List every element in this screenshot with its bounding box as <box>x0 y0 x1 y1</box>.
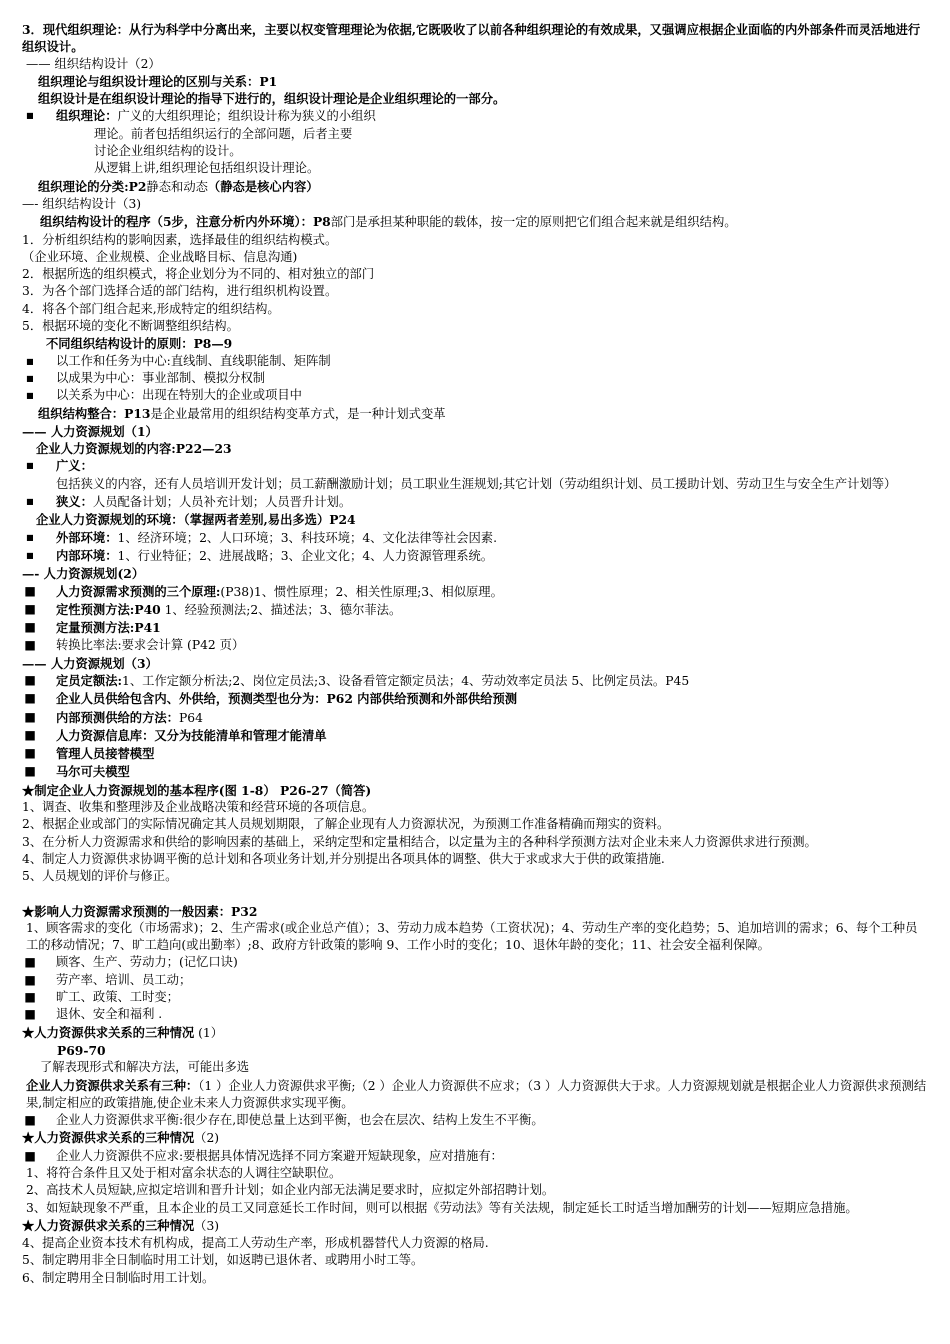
blank-line <box>22 886 928 903</box>
list-item: 6、制定聘用全日制临时用工计划。 <box>22 1270 215 1285</box>
bullet-icon: ■ <box>24 620 36 635</box>
bullet-icon: ■ <box>24 764 36 779</box>
section-divider: —— 人力资源规划（3） <box>22 655 158 671</box>
bullet-item: ■ 定员定额法:1、工作定额分析法;2、岗位定员法;3、设备看管定额定员法；4、劳动效率定员法 5、比例定员法。P45 <box>24 672 690 688</box>
bullet-icon: ▪ <box>25 108 35 123</box>
list-item: 1、调查、收集和整理涉及企业战略决策和经营环境的各项信息。 <box>22 800 375 815</box>
bullet-icon: ■ <box>24 601 36 616</box>
heading: 组织理论的分类:P2静态和动态（静态是核心内容） <box>38 178 319 194</box>
bullet-item: ▪ 以关系为中心：出现在特别大的企业或项目中 <box>22 387 928 404</box>
bullet-item: ▪ 组织理论：广义的大组织理论；组织设计称为狭义的小组织 <box>25 108 376 124</box>
star-heading: ★影响人力资源需求预测的一般因素：P32 <box>22 903 258 919</box>
bullet-item: ■ 转换比率法:要求会计算 (P42 页） <box>22 637 928 654</box>
bullet-item: ▪ 广义：包括狭义的内容，还有人员培训开发计划；员工薪酬激励计划；员工职业生涯规划;其它计划（劳动组织计划、员工援助计划、劳动卫生与安全生产计划等） <box>25 458 897 491</box>
bullet-icon: ▪ <box>25 529 35 544</box>
bullet-item: ■ 定性预测方法:P40 1、经验预测法;2、描述法；3、德尔菲法。 <box>24 601 402 617</box>
list-item: 4．将各个部门组合起来,形成特定的组织结构。 <box>22 301 280 316</box>
bullet-item: ■ 人力资源需求预测的三个原理:(P38)1、惯性原理；2、相关性原理;3、相似原理。 <box>24 583 503 599</box>
paragraph: 1、顾客需求的变化（市场需求)；2、生产需求(或企业总产值）；3、劳动力成本趋势（工资状况)；4、劳动生产率的变化趋势；5、追加培训的需求；6、每个工种员工的移动情况；7、旷工趋向(或出勤率）;8、政府方针政策的影响 9、工作小时的变化；10、退休年龄的变化；11、社会安全福利保障。 <box>26 920 918 953</box>
bullet-icon: ■ <box>24 727 36 742</box>
list-item: 5．根据环境的变化不断调整组织结构。 <box>22 319 239 334</box>
bullet-icon: ▪ <box>25 353 35 368</box>
bullet-item: ▪ 内部环境：1、行业特征；2、进展战略；3、企业文化；4、人力资源管理系统。 <box>25 547 494 563</box>
bullet-item: ▪ 以工作和任务为中心:直线制、直线职能制、矩阵制 <box>22 353 928 370</box>
bullet-item: ■ 内部预测供给的方法：P64 <box>24 709 203 725</box>
list-item: （企业环境、企业规模、企业战略目标、信息沟通) <box>22 249 298 264</box>
bullet-item: ■ 旷工、政策、工时变； <box>22 989 928 1006</box>
section-divider: —- 组织结构设计（3) <box>22 196 142 211</box>
list-item: 1．分析组织结构的影响因素，选择最佳的组织结构模式。 <box>22 232 338 247</box>
bullet-item: ■ 顾客、生产、劳动力；(记忆口诀) <box>22 954 928 971</box>
bullet-icon: ■ <box>24 1113 36 1128</box>
list-item: 2．根据所选的组织模式，将企业划分为不同的、相对独立的部门 <box>22 267 375 282</box>
bullet-item: ▪ 以成果为中心：事业部制、模拟分权制 <box>22 370 928 387</box>
list-item: 2、高技术人员短缺,应拟定培训和晋升计划；如企业内部无法满足要求时，应拟定外部招聘计划。 <box>26 1183 555 1198</box>
heading: 企业人力资源规划的内容:P22—23 <box>36 441 232 457</box>
section-divider: —- 人力资源规划(2） <box>22 566 145 582</box>
heading: 企业人力资源规划的环境：（掌握两者差别,易出多选）P24 <box>36 512 356 528</box>
list-item: 4、制定人力资源供求协调平衡的总计划和各项业务计划,并分别提出各项具体的调整、供大于求或求大于供的政策措施. <box>22 851 665 866</box>
star-heading: ★制定企业人力资源规划的基本程序(图 1-8） P26-27（简答) <box>22 782 372 798</box>
page-reference: P69-70 <box>57 1042 106 1058</box>
bullet-icon: ■ <box>24 672 36 687</box>
paragraph: 了解表现形式和解决方法，可能出多选 <box>40 1060 250 1075</box>
heading: 不同组织结构设计的原则：P8—9 <box>46 336 233 352</box>
heading: 组织理论与组织设计理论的区别与关系：P1 <box>38 73 278 89</box>
list-item: 4、提高企业资本技术有机构成，提高工人劳动生产率，形成机器替代人力资源的格局. <box>22 1236 489 1251</box>
paragraph: 企业人力资源供求关系有三种：（1 ）企业人力资源供求平衡;（2 ）企业人力资源供不应求；（3 ）人力资源供大于求。人力资源规划就是根据企业人力资源供求预测结果,制定相应的政策措施,使企业未来人力资源供求实现平衡。 <box>26 1077 927 1110</box>
bullet-icon: ■ <box>24 583 36 598</box>
bullet-icon: ■ <box>24 638 36 653</box>
heading: 组织结构整合：P13是企业最常用的组织结构变革方式，是一种计划式变革 <box>38 405 446 421</box>
bullet-icon: ▪ <box>25 370 35 385</box>
continuation-line: 讨论企业组织结构的设计。 <box>94 144 242 159</box>
bullet-item: ■ 企业人员供给包含内、外供给，预测类型也分为：P62 内部供给预测和外部供给预测 <box>24 691 518 707</box>
continuation-line: 理论。前者包括组织运行的全部问题，后者主要 <box>94 126 353 141</box>
star-heading: ★人力资源供求关系的三种情况（2) <box>22 1130 220 1146</box>
bullet-icon: ■ <box>24 709 36 724</box>
bullet-item: ▪ 狭义：人员配备计划；人员补充计划；人员晋升计划。 <box>25 494 352 510</box>
star-heading: ★人力资源供求关系的三种情况 (1） <box>22 1024 223 1040</box>
bullet-icon: ■ <box>24 955 36 970</box>
bullet-icon: ▪ <box>25 458 35 473</box>
continuation-line: 从逻辑上讲,组织理论包括组织设计理论。 <box>94 161 320 176</box>
bullet-icon: ■ <box>24 990 36 1005</box>
bullet-item: ■ 企业人力资源供不应求:要根据具体情况选择不同方案避开短缺现象，应对措施有： <box>22 1148 928 1165</box>
paragraph: 组织设计是在组织设计理论的指导下进行的，组织设计理论是企业组织理论的一部分。 <box>38 91 506 107</box>
list-item: 5、人员规划的评价与修正。 <box>22 869 178 884</box>
bullet-item: ■ 人力资源信息库：又分为技能清单和管理才能清单 <box>24 727 327 743</box>
bullet-item: ▪ 外部环境：1、经济环境；2、人口环境；3、科技环境；4、文化法律等社会因素. <box>25 529 498 545</box>
bullet-item: ■ 管理人员接替模型 <box>24 746 155 762</box>
paragraph-modern-org-theory: 3．现代组织理论：从行为科学中分离出来，主要以权变管理理论为依据,它既吸收了以前各种组织理论的有效成果，又强调应根据企业面临的内外部条件而灵活地进行组织设计。 <box>22 22 921 55</box>
bullet-icon: ■ <box>24 691 36 706</box>
bullet-icon: ■ <box>24 1007 36 1022</box>
list-item: 3．为各个部门选择合适的部门结构，进行组织机构设置。 <box>22 284 338 299</box>
list-item: 3、在分析人力资源需求和供给的影响因素的基础上，采纳定型和定量相结合，以定量为主的各种科学预测方法对企业未来人力资源供求进行预测。 <box>22 834 817 849</box>
bullet-icon: ▪ <box>25 388 35 403</box>
bullet-item: ■ 退休、安全和福利 . <box>22 1006 928 1023</box>
bullet-item: ■ 马尔可夫模型 <box>24 764 130 780</box>
bullet-item: ■ 劳产率、培训、员工动； <box>22 972 928 989</box>
list-item: 1、将符合条件且又处于相对富余状态的人调往空缺职位。 <box>26 1166 342 1180</box>
list-item: 5、制定聘用非全日制临时用工计划，如返聘已退休者、或聘用小时工等。 <box>22 1253 424 1268</box>
bullet-icon: ■ <box>24 972 36 987</box>
bullet-item: ■ 定量预测方法:P41 <box>24 620 161 636</box>
star-heading: ★人力资源供求关系的三种情况（3) <box>22 1217 220 1233</box>
list-item: 3、如短缺现象不严重，且本企业的员工又同意延长工作时间，则可以根据《劳动法》等有关法规，制定延长工时适当增加酬劳的计划——短期应急措施。 <box>26 1200 858 1215</box>
list-item: 2、根据企业或部门的实际情况确定其人员规划期限，了解企业现有人力资源状况，为预测工作准备精确而翔实的资料。 <box>22 817 670 832</box>
heading: 组织结构设计的程序（5步，注意分析内外环境）：P8部门是承担某种职能的载体，按一定的原则把它们组合起来就是组织结构。 <box>40 214 737 230</box>
section-divider: —— 人力资源规划（1） <box>22 423 158 439</box>
bullet-icon: ■ <box>24 1148 36 1163</box>
bullet-icon: ▪ <box>25 547 35 562</box>
bullet-icon: ■ <box>24 746 36 761</box>
bullet-icon: ▪ <box>25 494 35 509</box>
bullet-item: ■ 企业人力资源供求平衡:很少存在,即使总量上达到平衡，也会在层次、结构上发生不平衡。 <box>22 1112 928 1129</box>
section-divider: —— 组织结构设计（2） <box>26 56 161 71</box>
